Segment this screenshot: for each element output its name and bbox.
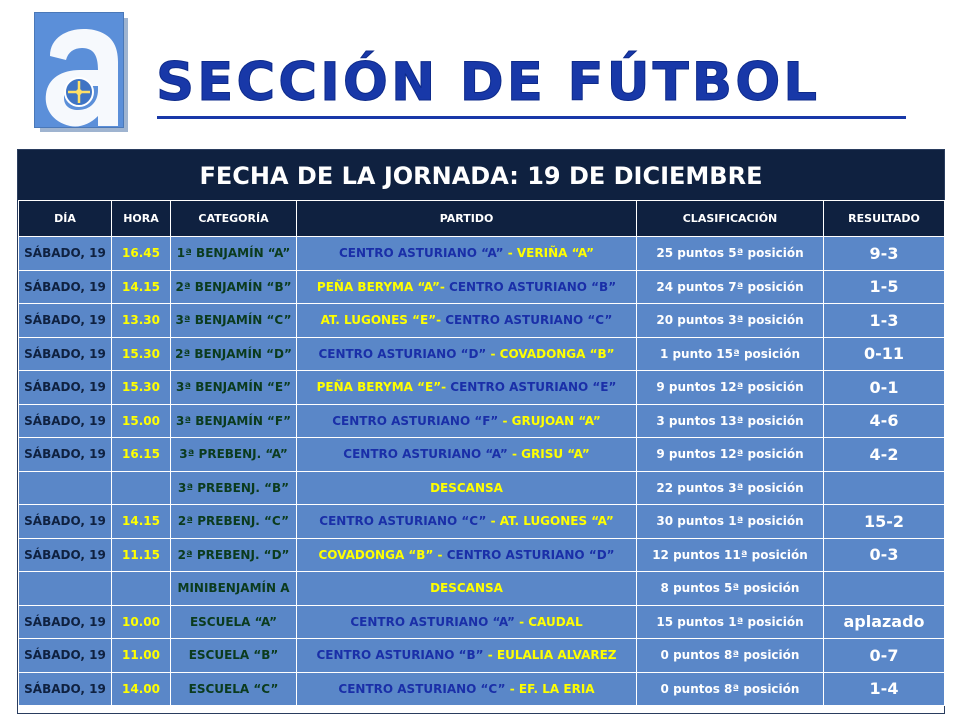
team-b: EF. LA ERIA bbox=[518, 681, 595, 696]
cell-partido bbox=[297, 605, 637, 639]
cell-clasificacion: 9 puntos 12ª posición bbox=[637, 371, 824, 405]
cell-categoria: 2ª BENJAMÍN “D” bbox=[171, 337, 297, 371]
cell-clasificacion: 0 puntos 8ª posición bbox=[637, 639, 824, 673]
team-a: CENTRO ASTURIANO “F” bbox=[332, 413, 499, 428]
col-header-resultado: RESULTADO bbox=[824, 201, 945, 237]
table-row bbox=[19, 505, 945, 539]
cell-resultado bbox=[824, 471, 945, 505]
match-separator: - bbox=[503, 246, 517, 261]
cell-categoria: 2ª BENJAMÍN “B” bbox=[171, 270, 297, 304]
match-separator: - bbox=[483, 648, 497, 663]
table-row bbox=[19, 438, 945, 472]
cell-clasificacion: 24 puntos 7ª posición bbox=[637, 270, 824, 304]
cell-clasificacion: 30 puntos 1ª posición bbox=[637, 505, 824, 539]
cell-dia: SÁBADO, 19 bbox=[19, 438, 112, 472]
team-a: CENTRO ASTURIANO “C” bbox=[319, 514, 487, 529]
team-a: COVADONGA “B” bbox=[318, 547, 434, 562]
match-separator: - bbox=[507, 447, 522, 462]
cell-clasificacion: 1 punto 15ª posición bbox=[637, 337, 824, 371]
table-row bbox=[19, 337, 945, 371]
cell-resultado: 0-3 bbox=[824, 538, 945, 572]
cell-partido bbox=[297, 538, 637, 572]
cell-partido bbox=[297, 337, 637, 371]
match-separator: - bbox=[433, 547, 447, 562]
cell-categoria: 2ª PREBENJ. “C” bbox=[171, 505, 297, 539]
cell-hora: 15.30 bbox=[112, 337, 171, 371]
cell-clasificacion: 22 puntos 3ª posición bbox=[637, 471, 824, 505]
table-body bbox=[19, 237, 945, 706]
cell-partido bbox=[297, 672, 637, 706]
cell-resultado: 4-6 bbox=[824, 404, 945, 438]
table-row bbox=[19, 572, 945, 606]
cell-clasificacion: 12 puntos 11ª posición bbox=[637, 538, 824, 572]
match-separator: - bbox=[441, 380, 451, 395]
team-a: CENTRO ASTURIANO “A” bbox=[343, 447, 508, 462]
team-a: DESCANSA bbox=[430, 581, 503, 596]
cell-dia: SÁBADO, 19 bbox=[19, 404, 112, 438]
cell-dia bbox=[19, 471, 112, 505]
cell-hora bbox=[112, 471, 171, 505]
cell-resultado: 0-11 bbox=[824, 337, 945, 371]
club-logo bbox=[34, 12, 130, 132]
cell-categoria: ESCUELA “A” bbox=[171, 605, 297, 639]
cell-clasificacion: 15 puntos 1ª posición bbox=[637, 605, 824, 639]
team-a: CENTRO ASTURIANO “C” bbox=[338, 681, 506, 696]
cell-hora: 16.45 bbox=[112, 237, 171, 271]
cell-dia: SÁBADO, 19 bbox=[19, 672, 112, 706]
table-row bbox=[19, 605, 945, 639]
table-header-row bbox=[19, 201, 945, 237]
col-header-dia: DÍA bbox=[19, 201, 112, 237]
cell-dia: SÁBADO, 19 bbox=[19, 639, 112, 673]
team-a: CENTRO ASTURIANO “A” bbox=[350, 614, 515, 629]
table-row bbox=[19, 471, 945, 505]
cell-dia: SÁBADO, 19 bbox=[19, 371, 112, 405]
cell-resultado: 0-7 bbox=[824, 639, 945, 673]
cell-hora: 11.00 bbox=[112, 639, 171, 673]
cell-categoria: 3ª BENJAMÍN “F” bbox=[171, 404, 297, 438]
cell-hora: 15.30 bbox=[112, 371, 171, 405]
cell-hora bbox=[112, 572, 171, 606]
cell-resultado: 1-5 bbox=[824, 270, 945, 304]
col-header-partido: PARTIDO bbox=[297, 201, 637, 237]
match-separator: - bbox=[486, 514, 500, 529]
cell-clasificacion: 8 puntos 5ª posición bbox=[637, 572, 824, 606]
cell-partido bbox=[297, 304, 637, 338]
table-row bbox=[19, 404, 945, 438]
cell-resultado bbox=[824, 572, 945, 606]
table-row bbox=[19, 237, 945, 271]
table-row bbox=[19, 538, 945, 572]
cell-resultado: 4-2 bbox=[824, 438, 945, 472]
page-title: SECCIÓN DE FÚTBOL bbox=[156, 52, 821, 113]
cell-resultado: 1-4 bbox=[824, 672, 945, 706]
team-b: GRISU “A” bbox=[521, 447, 590, 462]
cell-clasificacion: 0 puntos 8ª posición bbox=[637, 672, 824, 706]
fixtures-panel bbox=[17, 149, 945, 714]
match-separator: - bbox=[514, 614, 529, 629]
cell-partido bbox=[297, 639, 637, 673]
cell-hora: 11.15 bbox=[112, 538, 171, 572]
team-b: CAUDAL bbox=[528, 614, 583, 629]
team-a: CENTRO ASTURIANO “B” bbox=[316, 648, 484, 663]
cell-resultado: 15-2 bbox=[824, 505, 945, 539]
cell-partido bbox=[297, 404, 637, 438]
col-header-hora: HORA bbox=[112, 201, 171, 237]
matchday-banner: FECHA DE LA JORNADA: 19 DE DICIEMBRE bbox=[18, 150, 944, 200]
team-a: PEÑA BERYMA “A” bbox=[316, 279, 440, 294]
cell-clasificacion: 9 puntos 12ª posición bbox=[637, 438, 824, 472]
cell-categoria: 1ª BENJAMÍN “A” bbox=[171, 237, 297, 271]
cell-partido bbox=[297, 237, 637, 271]
cell-dia: SÁBADO, 19 bbox=[19, 605, 112, 639]
cell-resultado: aplazado bbox=[824, 605, 945, 639]
cell-hora: 14.15 bbox=[112, 270, 171, 304]
table-row bbox=[19, 639, 945, 673]
cell-hora: 10.00 bbox=[112, 605, 171, 639]
cell-partido bbox=[297, 572, 637, 606]
table-row bbox=[19, 672, 945, 706]
cell-clasificacion: 20 puntos 3ª posición bbox=[637, 304, 824, 338]
cell-categoria: 3ª BENJAMÍN “E” bbox=[171, 371, 297, 405]
cell-categoria: ESCUELA “C” bbox=[171, 672, 297, 706]
cell-hora: 16.15 bbox=[112, 438, 171, 472]
cell-categoria: 3ª BENJAMÍN “C” bbox=[171, 304, 297, 338]
match-separator: - bbox=[439, 279, 450, 294]
table-row bbox=[19, 270, 945, 304]
team-b: CENTRO ASTURIANO “D” bbox=[446, 547, 615, 562]
match-separator: - bbox=[436, 313, 446, 328]
cell-partido bbox=[297, 471, 637, 505]
team-b: CENTRO ASTURIANO “B” bbox=[449, 279, 617, 294]
team-b: COVADONGA “B” bbox=[499, 346, 615, 361]
cell-partido bbox=[297, 371, 637, 405]
fixtures-table bbox=[18, 200, 945, 706]
team-b: EULALIA ALVAREZ bbox=[496, 648, 617, 663]
cell-categoria: 3ª PREBENJ. “B” bbox=[171, 471, 297, 505]
cell-dia: SÁBADO, 19 bbox=[19, 505, 112, 539]
cell-dia: SÁBADO, 19 bbox=[19, 337, 112, 371]
table-row bbox=[19, 371, 945, 405]
match-separator: - bbox=[486, 346, 500, 361]
cell-clasificacion: 25 puntos 5ª posición bbox=[637, 237, 824, 271]
cell-dia: SÁBADO, 19 bbox=[19, 304, 112, 338]
cell-resultado: 1-3 bbox=[824, 304, 945, 338]
team-b: GRUJOAN “A” bbox=[511, 413, 601, 428]
team-a: CENTRO ASTURIANO “A” bbox=[339, 246, 504, 261]
team-b: AT. LUGONES “A” bbox=[499, 514, 614, 529]
cell-resultado: 0-1 bbox=[824, 371, 945, 405]
cell-dia: SÁBADO, 19 bbox=[19, 538, 112, 572]
match-separator: - bbox=[498, 413, 512, 428]
title-underline bbox=[157, 116, 906, 119]
table-row bbox=[19, 304, 945, 338]
team-b: CENTRO ASTURIANO “C” bbox=[445, 313, 613, 328]
team-a: PEÑA BERYMA “E” bbox=[316, 380, 442, 395]
cell-partido bbox=[297, 505, 637, 539]
cell-hora: 15.00 bbox=[112, 404, 171, 438]
cell-categoria: ESCUELA “B” bbox=[171, 639, 297, 673]
cell-categoria: 2ª PREBENJ. “D” bbox=[171, 538, 297, 572]
cell-dia: SÁBADO, 19 bbox=[19, 270, 112, 304]
match-separator: - bbox=[505, 681, 519, 696]
cell-hora: 14.00 bbox=[112, 672, 171, 706]
team-b: CENTRO ASTURIANO “E” bbox=[450, 380, 617, 395]
cell-categoria: MINIBENJAMÍN A bbox=[171, 572, 297, 606]
cell-categoria: 3ª PREBENJ. “A” bbox=[171, 438, 297, 472]
cell-partido bbox=[297, 438, 637, 472]
cell-hora: 13.30 bbox=[112, 304, 171, 338]
cell-dia: SÁBADO, 19 bbox=[19, 237, 112, 271]
cell-dia bbox=[19, 572, 112, 606]
team-b: VERIÑA “A” bbox=[516, 246, 594, 261]
cell-hora: 14.15 bbox=[112, 505, 171, 539]
cell-resultado: 9-3 bbox=[824, 237, 945, 271]
team-a: CENTRO ASTURIANO “D” bbox=[318, 346, 487, 361]
cell-partido bbox=[297, 270, 637, 304]
team-a: DESCANSA bbox=[430, 480, 503, 495]
col-header-categoria: CATEGORÍA bbox=[171, 201, 297, 237]
cell-clasificacion: 3 puntos 13ª posición bbox=[637, 404, 824, 438]
logo-emblem-icon bbox=[34, 12, 130, 132]
team-a: AT. LUGONES “E” bbox=[320, 313, 437, 328]
col-header-clasificacion: CLASIFICACIÓN bbox=[637, 201, 824, 237]
